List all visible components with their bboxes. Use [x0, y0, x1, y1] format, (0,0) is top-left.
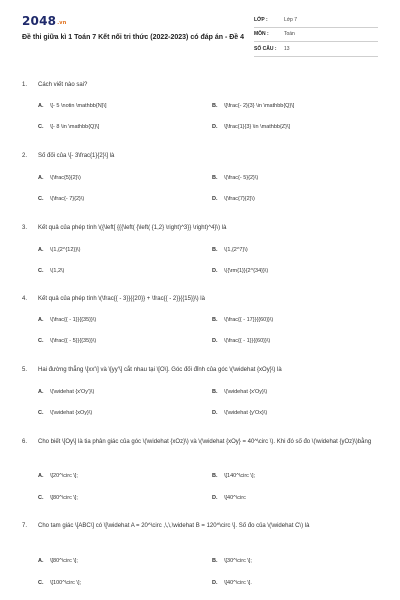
option-b[interactable]: [212, 316, 382, 325]
option-c[interactable]: [38, 579, 208, 588]
question-text: Cho biết \[Oy\] là tia phân giác của góc \(\widehat {xOz}\) và \(\widehat {xOy} = 40^\circ \). Khi đó số đo \(\widehat {yOz}\)bằng: [38, 439, 372, 445]
option-letter: A.: [38, 175, 44, 181]
question-text: Kết quả của phép tính \(\frac{{ - 3}}{{20}} + \frac{{ - 2}}{{15}}\) là: [38, 296, 205, 302]
meta-row-count: [254, 42, 378, 57]
meta-label: LỚP :: [254, 16, 268, 23]
option-letter: D.: [212, 580, 218, 586]
question-number: 6.: [22, 439, 28, 445]
option-text: \[40^\circ \].: [224, 580, 252, 586]
option-text: \(1,{2^7}\): [224, 247, 248, 253]
option-text: \(\frac{{ - 5}}{{35}}\): [50, 338, 97, 344]
option-d[interactable]: [212, 579, 382, 588]
option-b[interactable]: [212, 102, 382, 111]
option-text: \(1,2\): [50, 268, 65, 274]
option-text: \({\rm{1}}{2^{34}}\): [224, 268, 269, 274]
option-text: \(\widehat {x'Oy}\): [224, 389, 268, 395]
option-letter: B.: [212, 473, 218, 479]
option-letter: B.: [212, 389, 218, 395]
option-text: \[20^\circ \];: [50, 473, 78, 479]
meta-row-class: [254, 13, 378, 28]
question-text: Hai đường thẳng \[xx'\] và \[yy'\] cắt nhau tại \[O\]. Góc đối đỉnh của góc \(\widehat {xOy}\) là: [38, 367, 282, 373]
option-b[interactable]: [212, 246, 382, 255]
option-letter: D.: [212, 410, 218, 416]
option-text: \[40^\circ: [224, 495, 246, 501]
option-text: \[100^\circ \];: [50, 580, 82, 586]
exam-title: Đề thi giữa kì 1 Toán 7 Kết nối tri thức (2022-2023) có đáp án - Đề 4: [22, 34, 245, 41]
option-a[interactable]: [38, 174, 208, 183]
option-d[interactable]: [212, 195, 382, 204]
meta-value: Toán: [284, 31, 295, 38]
question-number: 2.: [22, 153, 28, 159]
option-letter: C.: [38, 268, 44, 274]
meta-value: Lớp 7: [284, 16, 298, 23]
option-text: \(\frac{- 7}{2}\): [50, 196, 85, 202]
question-number: 3.: [22, 225, 28, 231]
option-c[interactable]: [38, 494, 208, 503]
option-text: \(\frac{5}{2}\): [50, 175, 81, 181]
option-letter: D.: [212, 338, 218, 344]
option-text: \(\frac{{ - 1}}{{35}}\): [50, 317, 97, 323]
page-header: [0, 0, 400, 70]
option-c[interactable]: [38, 123, 208, 132]
option-letter: D.: [212, 495, 218, 501]
question-text: Cách viết nào sai?: [38, 82, 88, 88]
option-letter: A.: [38, 247, 44, 253]
option-text: \[30^\circ \];: [224, 558, 252, 564]
option-d[interactable]: [212, 409, 382, 418]
option-letter: B.: [212, 558, 218, 564]
option-b[interactable]: [212, 472, 382, 481]
option-text: \(\frac{{ - 17}}{{60}}\): [224, 317, 274, 323]
option-a[interactable]: [38, 557, 208, 566]
option-letter: C.: [38, 495, 44, 501]
option-text: \[80^\circ \];: [50, 558, 78, 564]
option-a[interactable]: [38, 316, 208, 325]
option-text: \(\frac{{ - 1}}{{60}}\): [224, 338, 271, 344]
exam-meta: [254, 13, 378, 57]
option-b[interactable]: [212, 388, 382, 397]
meta-value: 13: [284, 45, 290, 52]
option-b[interactable]: [212, 174, 382, 183]
question-text: Số đối của \[- 3\frac{1}{2}\] là: [38, 153, 115, 159]
option-letter: B.: [212, 317, 218, 323]
option-letter: B.: [212, 175, 218, 181]
question-number: 4.: [22, 296, 28, 302]
option-a[interactable]: [38, 246, 208, 255]
option-letter: C.: [38, 580, 44, 586]
option-b[interactable]: [212, 557, 382, 566]
option-d[interactable]: [212, 123, 382, 132]
option-letter: A.: [38, 473, 44, 479]
option-a[interactable]: [38, 388, 208, 397]
option-letter: D.: [212, 268, 218, 274]
option-text: \[\frac{1}{3} \in \mathbb{Z}\]: [224, 124, 291, 130]
option-text: \(\frac{- 5}{2}\): [224, 175, 259, 181]
option-c[interactable]: [38, 195, 208, 204]
option-letter: A.: [38, 317, 44, 323]
option-text: \[80^\circ \];: [50, 495, 78, 501]
option-letter: B.: [212, 247, 218, 253]
option-d[interactable]: [212, 494, 382, 503]
option-letter: B.: [212, 103, 218, 109]
option-d[interactable]: [212, 337, 382, 346]
option-a[interactable]: [38, 102, 208, 111]
meta-label: MÔN :: [254, 31, 269, 38]
option-text: \[- 8 \in \mathbb{Q}\]: [50, 124, 100, 130]
option-text: \(\widehat {xOy}\): [50, 410, 93, 416]
question-text: Cho tam giác \[ABC\] có \[\widehat A = 20^\circ ,\,\,\widehat B = 120^\circ \]. Số đo của \(\widehat C\) là: [38, 523, 310, 529]
option-c[interactable]: [38, 267, 208, 276]
option-c[interactable]: [38, 337, 208, 346]
option-c[interactable]: [38, 409, 208, 418]
option-letter: A.: [38, 389, 44, 395]
option-letter: C.: [38, 196, 44, 202]
logo-suffix: .vn: [57, 20, 67, 26]
option-d[interactable]: [212, 267, 382, 276]
meta-row-subject: [254, 28, 378, 43]
option-letter: C.: [38, 410, 44, 416]
option-text: \(\widehat {y'Ox}\): [224, 410, 268, 416]
question-text: Kết quả của phép tính \({\left[ {{{\left( {\left( {1,2} \right)^3}} \right)^4}\) là: [38, 225, 227, 231]
site-logo[interactable]: [22, 14, 67, 28]
question-number: 5.: [22, 367, 28, 373]
option-text: \(1,{2^{12}}\): [50, 247, 81, 253]
option-letter: A.: [38, 558, 44, 564]
question-number: 7.: [22, 523, 28, 529]
meta-label: SỐ CÂU :: [254, 45, 277, 52]
option-letter: A.: [38, 103, 44, 109]
option-text: \(\widehat {x'Oy'}\): [50, 389, 95, 395]
option-letter: C.: [38, 124, 44, 130]
option-text: \[\frac{- 2}{3} \in \mathbb{Q}\]: [224, 103, 295, 109]
option-text: \[140^\circ \];: [224, 473, 256, 479]
option-a[interactable]: [38, 472, 208, 481]
logo-text: 2048: [22, 14, 57, 28]
option-letter: C.: [38, 338, 44, 344]
question-number: 1.: [22, 82, 28, 88]
option-letter: D.: [212, 124, 218, 130]
option-text: \[- 5 \notin \mathbb{N}\]: [50, 103, 107, 109]
option-text: \(\frac{7}{2}\): [224, 196, 255, 202]
option-letter: D.: [212, 196, 218, 202]
